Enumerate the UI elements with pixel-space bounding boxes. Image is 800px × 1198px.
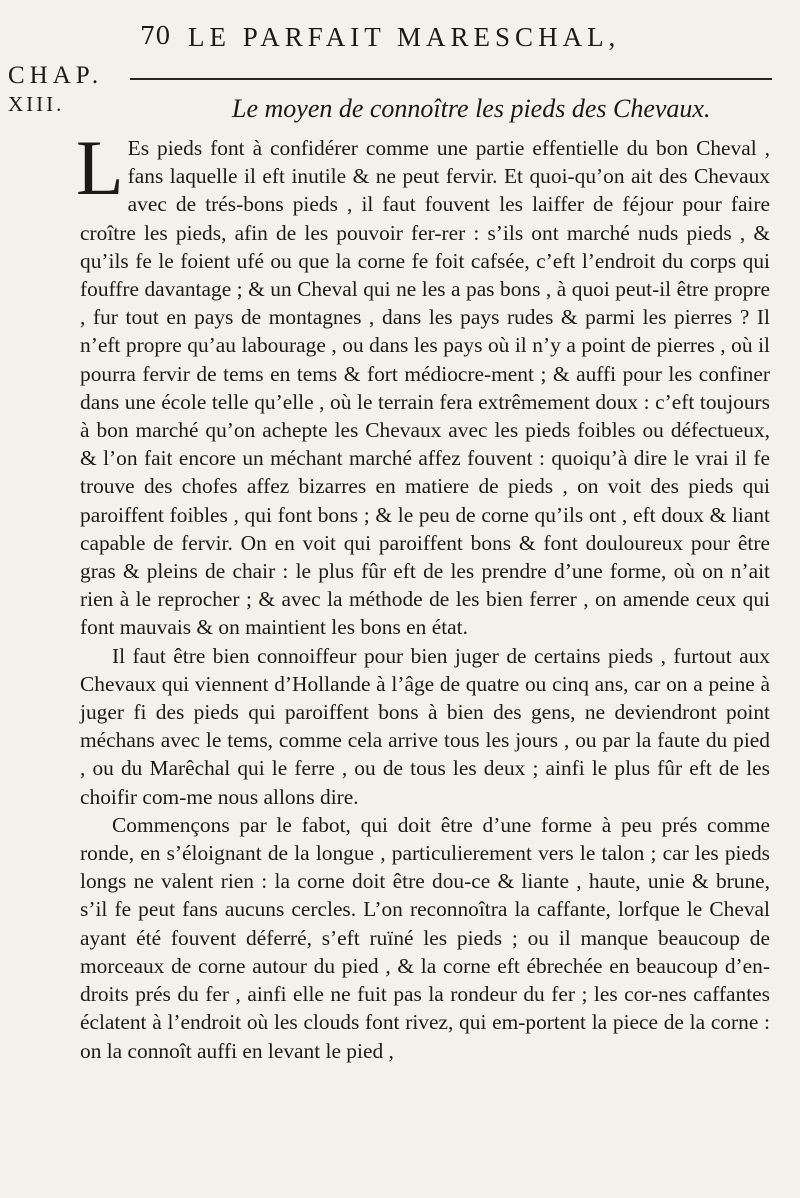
body-text bbox=[76, 124, 770, 1065]
running-head: LE PARFAIT MARESCHAL, bbox=[188, 22, 621, 52]
paragraph-1-text: Es pieds font à confidérer comme une partie effentielle du bon Cheval , fans laquelle il eft inutile & ne peut fervir. Et quoi-qu’on ait des Chevaux avec de trés-bons pieds , il faut fouvent les laiffer de féjour pour faire croître les pieds, afin de les pouvoir fer-rer : s’ils ont marché nuds pieds , & qu’ils fe le foient ufé ou que la corne fe foit cafsée, c’eft l’endroit du corps qui fouffre davantage ; & un Cheval qui ne les a pas bons , à quoi peut-il être propre , fur tout en pays de montagnes , dans les pays rudes & parmi les pierres ? Il n’eft propre qu’au labourage , ou dans les pays où il n’y a point de pierres , où il pourra fervir de tems en tems & fort médiocre-ment ; & auffi pour les confiner dans une école telle qu’elle , où le terrain fera extrêmement doux : c’eft toujours à bon marché qu’on achepte les Chevaux avec les pieds foibles ou défectueux, & l’on fait encore un méchant marché affez fouvent : quoiqu’à dire le vrai il fe trouve des chofes affez bizarres en matiere de pieds , on voit des pieds qui paroiffent foibles , qui font bons ; & le peu de corne qu’ils ont , eft doux & liant capable de fervir. On en voit qui paroiffent bons & font douloureux pour être gras & pleins de chair : le plus fûr eft de les prendre d’une forme, où on n’ait rien à le reprocher ; & avec la méthode de les bien ferrer , on amende ceux qui font mauvais & on maintient les bons en état. bbox=[80, 136, 770, 640]
paragraph-1 bbox=[76, 124, 770, 642]
paragraph-2: Il faut être bien connoiffeur pour bien juger de certains pieds , furtout aux Chevaux qui viennent d’Hollande à l’âge de quatre ou cinq ans, car on a peine à juger fi des pieds qui paroiffent bons à bien des gens, ne deviendront point méchans avec le tems, comme cela arrive tous les jours , ou par la faute du pied , ou du Marêchal qui le ferre , ou de tous les deux ; ainfi le plus fûr eft de les choifir com-me nous allons dire. bbox=[80, 643, 770, 809]
paragraph-3: Commençons par le fabot, qui doit être d’une forme à peu prés comme ronde, en s’éloignant de la longue , particulierement vers le talon ; car les pieds longs ne valent rien : la corne doit être dou-ce & liante , haute, unie & brune, s’il fe peut fans aucuns cercles. L’on reconnoîtra la caffante, lorfque le Cheval ayant été fouvent déferré, s’eft ruïné les pieds ; ou il manque beaucoup de morceaux de corne autour du pied , & la corne eft ébrechée en beaucoup d’en-droits prés du fer , ainfi elle ne fuit pas la rondeur du fer ; les cor-nes caffantes éclatent à l’endroit où les clouds font rivez, qui em-portent la piece de la corne : on la connoît auffi en levant le pied , bbox=[80, 812, 770, 1063]
drop-cap: L bbox=[76, 124, 124, 211]
page-number: 70 bbox=[140, 22, 171, 50]
chapter-number: XIII. bbox=[8, 92, 65, 116]
section-title: Le moyen de connoître les pieds des Chevaux. bbox=[232, 94, 711, 123]
header-rule bbox=[130, 78, 772, 80]
chapter-label: CHAP. bbox=[8, 62, 104, 89]
